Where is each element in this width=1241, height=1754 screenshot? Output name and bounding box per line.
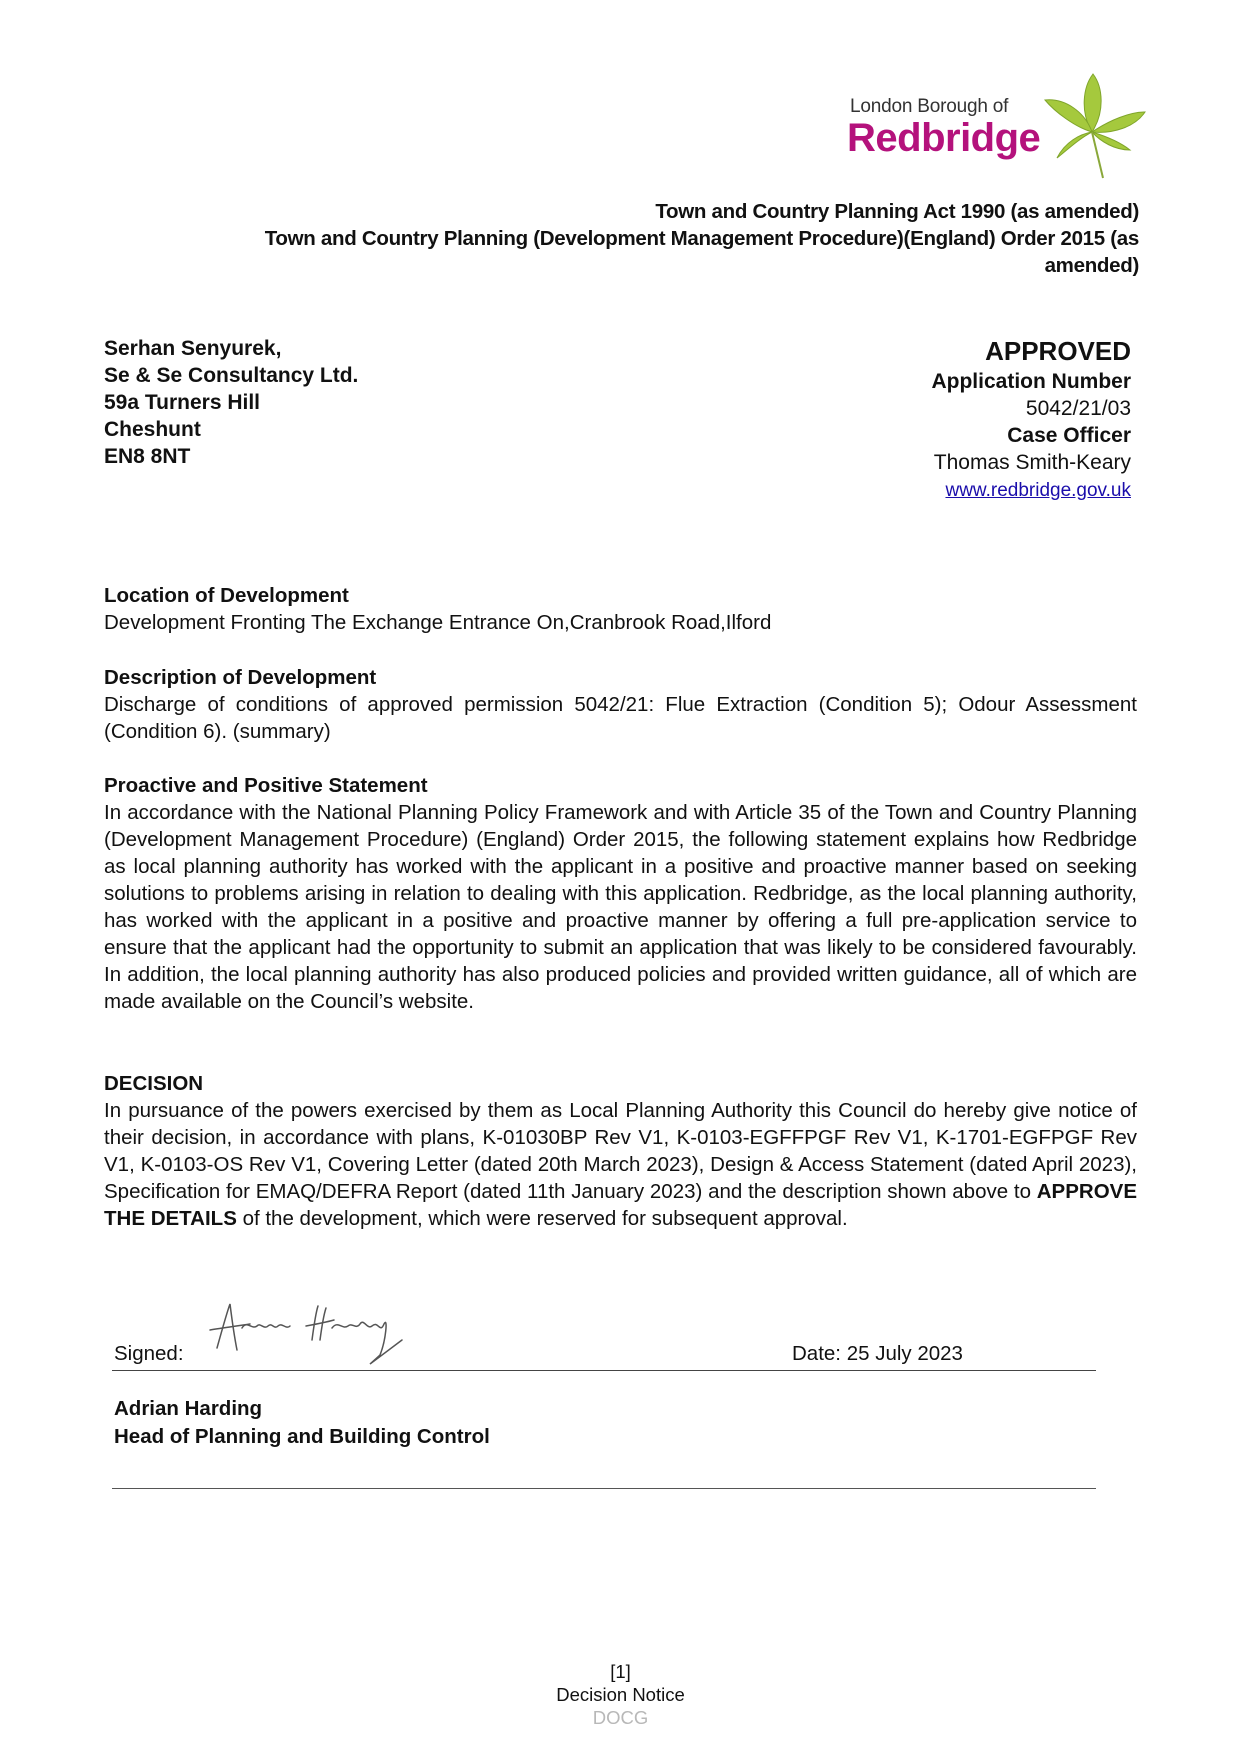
- handwritten-signature: [202, 1300, 432, 1372]
- signature-row: [112, 1300, 1096, 1371]
- description-section: [104, 664, 1137, 745]
- recipient-name: Serhan Senyurek,: [104, 337, 282, 360]
- signer-title: Head of Planning and Building Control: [114, 1425, 490, 1448]
- application-number-label: Application Number: [931, 370, 1131, 393]
- redbridge-logo: [847, 72, 1150, 182]
- application-status-block: [931, 334, 1131, 504]
- decision-status: APPROVED: [985, 336, 1131, 366]
- recipient-town: Cheshunt: [104, 418, 201, 441]
- document-title: Decision Notice: [556, 1684, 685, 1705]
- recipient-company: Se & Se Consultancy Ltd.: [104, 364, 359, 387]
- decision-text: [104, 1097, 1137, 1232]
- logo-borough-text: London Borough of: [850, 96, 1009, 117]
- description-heading: Description of Development: [104, 666, 377, 689]
- recipient-address: [104, 335, 358, 470]
- decision-text-bold: APPROVE THE DETAILS: [104, 1180, 1137, 1230]
- statement-section: [104, 772, 1137, 1015]
- signed-label: Signed:: [114, 1342, 184, 1365]
- page-footer: [0, 1660, 1241, 1729]
- act-line-1: Town and Country Planning Act 1990 (as amended): [655, 200, 1139, 223]
- decision-text-before: In pursuance of the powers exercised by them as Local Planning Authority this Council do hereby give notice of their decision, in accordance with plans, K-01030BP Rev V1, K-0103-EGFFPGF Rev V1, K-1701-EGFPGF Rev V1, K-0103-OS Rev V1, Covering Letter (dated 20th March 2023), Design & Access Statement (dated April 2023), Specification for EMAQ/DEFRA Report (dated 11th January 2023) and the description shown above to: [104, 1099, 1137, 1203]
- website-link[interactable]: www.redbridge.gov.uk: [945, 480, 1131, 501]
- decision-section: [104, 1070, 1137, 1232]
- document-code: DOCG: [592, 1707, 649, 1728]
- signer-name: Adrian Harding: [114, 1397, 263, 1420]
- legislation-header: [139, 198, 1139, 279]
- recipient-postcode: EN8 8NT: [104, 445, 191, 468]
- act-line-2: Town and Country Planning (Development Management Procedure)(England) Order 2015 (as: [264, 227, 1139, 250]
- description-text: Discharge of conditions of approved permission 5042/21: Flue Extraction (Condition 5); Odour Assessment (Condition 6). (summary): [104, 693, 1137, 743]
- act-line-3: amended): [1044, 254, 1139, 277]
- logo-redbridge-text: Redbridge: [847, 116, 1041, 160]
- signature-date: Date: 25 July 2023: [792, 1342, 963, 1365]
- location-section: [104, 582, 1137, 636]
- horse-chestnut-leaf-icon: [1035, 72, 1150, 182]
- recipient-street: 59a Turners Hill: [104, 391, 261, 414]
- divider: [112, 1488, 1096, 1489]
- signer-block: [114, 1395, 490, 1451]
- page-number: [1]: [610, 1661, 631, 1682]
- application-number: 5042/21/03: [1025, 397, 1131, 420]
- decision-heading: DECISION: [104, 1072, 204, 1095]
- decision-text-after: of the development, which were reserved for subsequent approval.: [236, 1207, 848, 1230]
- case-officer-label: Case Officer: [1007, 424, 1131, 447]
- statement-heading: Proactive and Positive Statement: [104, 774, 428, 797]
- location-heading: Location of Development: [104, 584, 349, 607]
- case-officer: Thomas Smith-Keary: [933, 451, 1131, 474]
- location-text: Development Fronting The Exchange Entrance On,Cranbrook Road,Ilford: [104, 611, 772, 634]
- statement-text: In accordance with the National Planning Policy Framework and with Article 35 of the Town and Country Planning (Development Management Procedure) (England) Order 2015, the following statement explains how Redbridge as local planning authority has worked with the applicant in a positive and proactive manner based on seeking solutions to problems arising in relation to dealing with this application. Redbridge, as the local planning authority, has worked with the applicant in a positive and proactive manner by offering a full pre-application service to ensure that the applicant had the opportunity to submit an application that was likely to be considered favourably. In addition, the local planning authority has also produced policies and provided written guidance, all of which are made available on the Council’s website.: [104, 801, 1137, 1013]
